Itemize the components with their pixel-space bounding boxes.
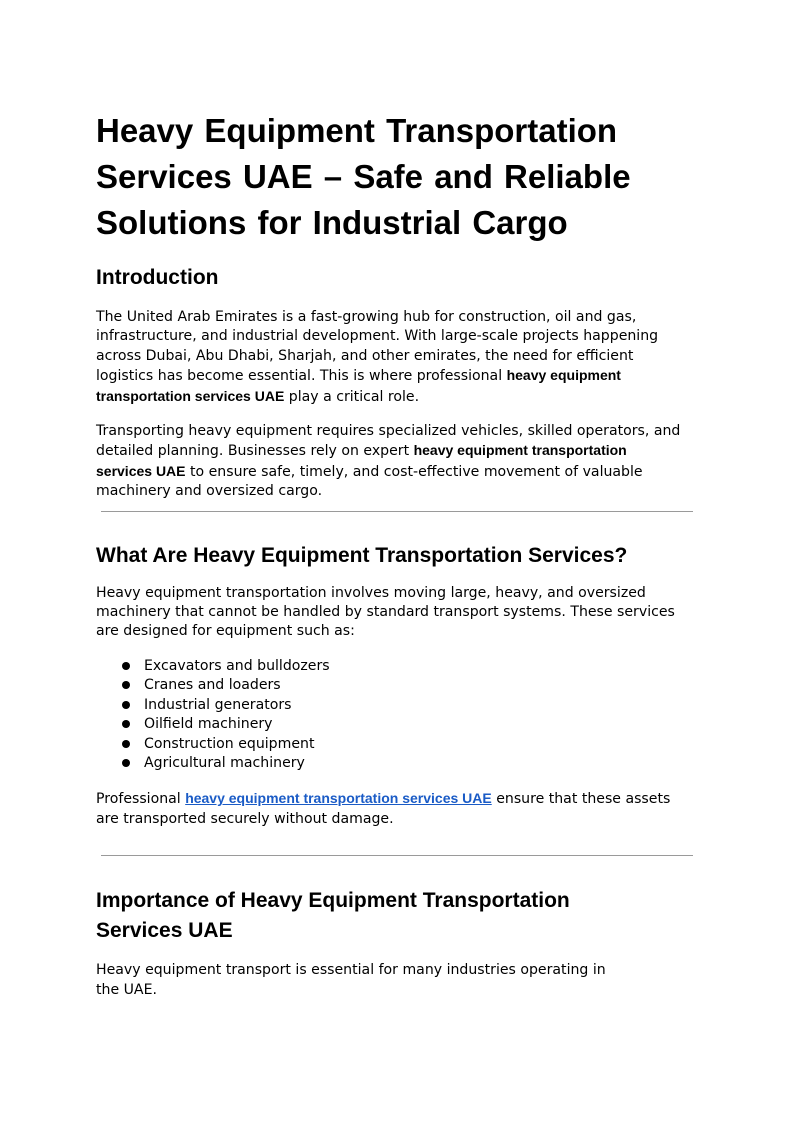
what-p2-end: ensure that these assets are transported securely without damage. xyxy=(96,791,671,827)
list-item: Construction equipment xyxy=(96,735,696,754)
services-link[interactable]: heavy equipment transportation services UAE xyxy=(185,790,492,807)
list-item: Excavators and bulldozers xyxy=(96,657,696,676)
page-title: Heavy Equipment Transportation Services UAE – Safe and Reliable Solutions for Industrial Cargo xyxy=(96,112,631,241)
section-divider xyxy=(101,511,693,512)
section-divider xyxy=(101,855,693,856)
equipment-list xyxy=(96,657,696,773)
what-heading: What Are Heavy Equipment Transportation Services? xyxy=(96,543,628,567)
intro-p1-keyword: heavy equipment transportation services UAE xyxy=(96,367,621,404)
list-item: Cranes and loaders xyxy=(96,676,696,695)
list-item: Agricultural machinery xyxy=(96,754,696,773)
importance-heading: Importance of Heavy Equipment Transportation Services UAE xyxy=(96,889,570,943)
intro-p1-end: play a critical role. xyxy=(284,388,420,405)
intro-p2-keyword: heavy equipment transportation services UAE xyxy=(96,442,627,479)
document-page xyxy=(96,108,696,1000)
importance-paragraph-1: Heavy equipment transport is essential for many industries operating in the UAE. xyxy=(96,962,606,998)
intro-paragraph-2 xyxy=(96,422,686,502)
intro-p1-text: The United Arab Emirates is a fast-growing hub for construction, oil and gas, infrastructure, and industrial development. With large-scale projects happening across Dubai, Abu Dhabi, Sharjah, and other emirates, the need for efficient logistics has become essential. This is where professional xyxy=(96,309,659,385)
what-p2-start: Professional xyxy=(96,791,186,808)
intro-heading: Introduction xyxy=(96,266,219,289)
list-item: Industrial generators xyxy=(96,696,696,715)
intro-paragraph-1 xyxy=(96,308,681,407)
intro-p2-end: to ensure safe, timely, and cost-effective movement of valuable machinery and oversized cargo. xyxy=(96,463,643,500)
intro-p2-text: Transporting heavy equipment requires specialized vehicles, skilled operators, and detailed planning. Businesses rely on expert xyxy=(96,423,681,460)
list-item: Oilfield machinery xyxy=(96,715,696,734)
what-paragraph-1: Heavy equipment transportation involves moving large, heavy, and oversized machinery that cannot be handled by standard transport systems. These services are designed for equipment such as: xyxy=(96,584,675,640)
what-paragraph-2 xyxy=(96,789,676,829)
